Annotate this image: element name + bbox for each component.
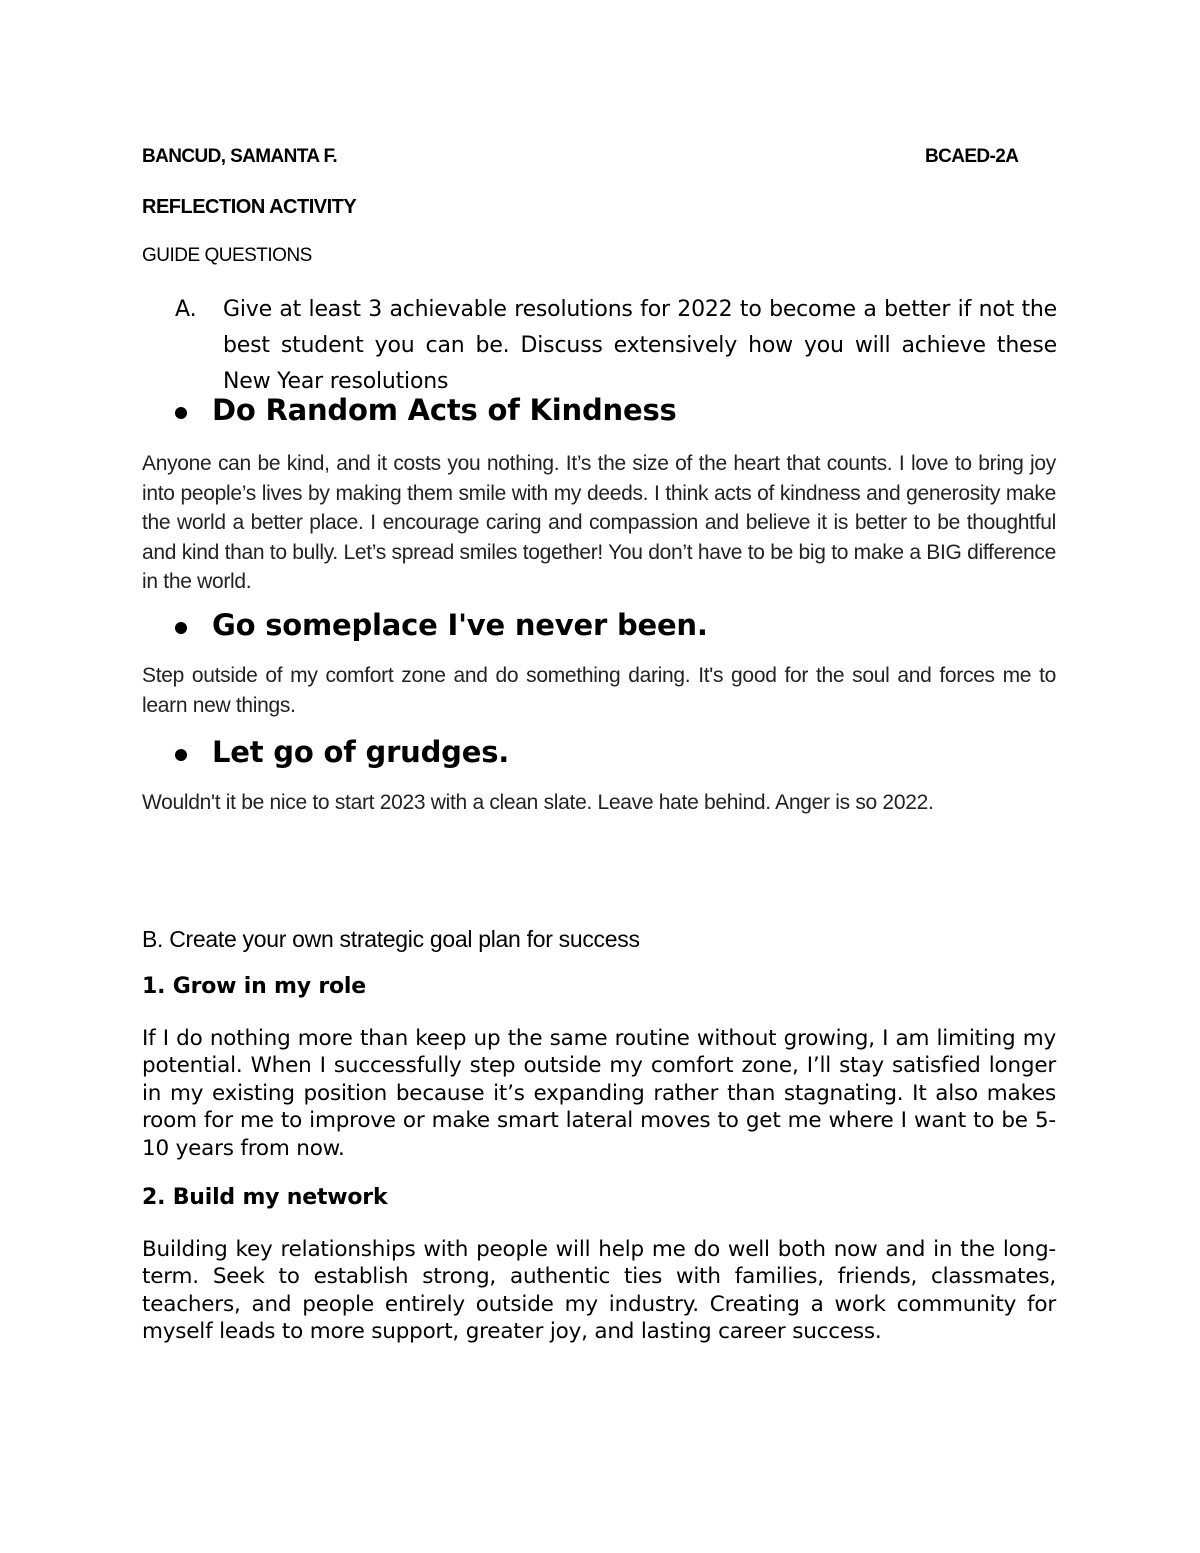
- goal-heading: 1. Grow in my role: [142, 974, 366, 999]
- goal-body: If I do nothing more than keep up the same routine without growing, I am limiting my potential. When I successfully step outside my comfort zone, I’ll stay satisfied longer in my existing position because it’s expanding rather than stagnating. It also makes room for me to improve or make smart lateral moves to get me where I want to be 5-10 years from now.: [142, 1026, 1056, 1161]
- bullet-dot-icon: [175, 622, 187, 634]
- class-section: BCAED-2A: [925, 146, 1019, 167]
- resolution-body: Anyone can be kind, and it costs you nothing. It’s the size of the heart that counts. I love to bring joy into people’s lives by making them smile with my deeds. I think acts of kindness and generosity make the world a better place. I encourage caring and compassion and believe it is better to be thoughtful and kind than to bully. Let’s spread smiles together! You don’t have to be big to make a BIG difference in the world.: [142, 452, 1056, 593]
- resolution-heading: Do Random Acts of Kindness: [212, 393, 677, 427]
- guide-questions-label: GUIDE QUESTIONS: [142, 245, 312, 266]
- activity-title: REFLECTION ACTIVITY: [142, 196, 357, 218]
- question-a-text: Give at least 3 achievable resolutions for 2022 to become a better if not the best student you can be. Discuss extensively how you will achieve these New Year resolutions: [223, 297, 1057, 394]
- student-name: BANCUD, SAMANTA F.: [142, 146, 338, 167]
- question-a-letter: A.: [175, 297, 197, 322]
- resolution-body: Step outside of my comfort zone and do something daring. It's good for the soul and forces me to learn new things.: [142, 664, 1056, 717]
- goal-body: Building key relationships with people will help me do well both now and in the long-term. Seek to establish strong, authentic ties with families, friends, classmates, teachers, and people entirely outside my industry. Creating a work community for myself leads to more support, greater joy, and lasting career success.: [142, 1237, 1056, 1345]
- bullet-dot-icon: [175, 407, 187, 419]
- section-b-title: B. Create your own strategic goal plan for success: [142, 926, 640, 952]
- resolution-heading: Let go of grudges.: [212, 735, 510, 769]
- resolution-2: [175, 608, 1055, 648]
- resolution-3: [175, 735, 1055, 775]
- resolution-body: Wouldn't it be nice to start 2023 with a clean slate. Leave hate behind. Anger is so 2022.: [142, 791, 934, 814]
- goal-heading: 2. Build my network: [142, 1185, 388, 1210]
- bullet-dot-icon: [175, 749, 187, 761]
- resolution-1: [175, 393, 1055, 433]
- resolution-heading: Go someplace I've never been.: [212, 608, 708, 642]
